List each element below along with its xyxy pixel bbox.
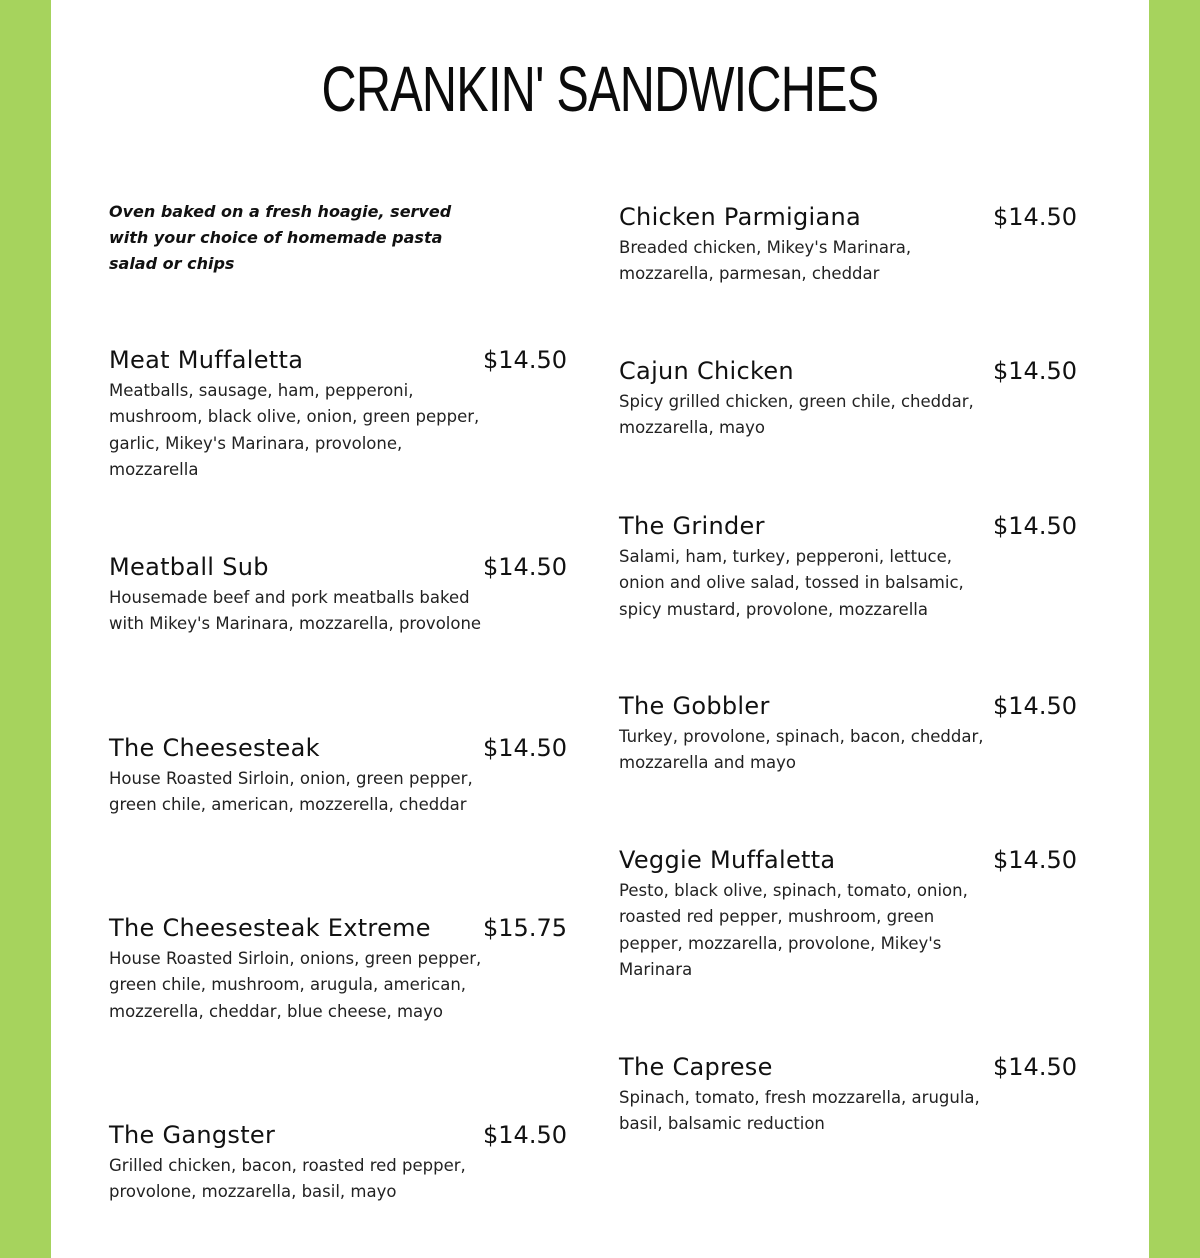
- item-description: House Roasted Sirloin, onion, green pepper, green chile, american, mozzerella, cheddar: [109, 769, 473, 815]
- menu-item-caprese: [619, 1050, 1079, 1138]
- menu-item-chicken-parmigiana: [619, 200, 1079, 288]
- item-price: $14.50: [483, 553, 567, 581]
- item-price: $14.50: [483, 346, 567, 374]
- item-description: Breaded chicken, Mikey's Marinara, mozzarella, parmesan, cheddar: [619, 238, 912, 284]
- menu-item-meat-muffaletta: [109, 343, 569, 483]
- item-price: $15.75: [483, 914, 567, 942]
- item-description: Pesto, black olive, spinach, tomato, onion, roasted red pepper, mushroom, green pepper, mozzarella, provolone, Mikey's Marinara: [619, 881, 968, 979]
- item-price: $14.50: [483, 1121, 567, 1149]
- item-name: Veggie Muffaletta: [619, 846, 836, 874]
- menu-item-cheesesteak: [109, 731, 569, 819]
- item-description: Housemade beef and pork meatballs baked with Mikey's Marinara, mozzarella, provolone: [109, 588, 482, 634]
- menu-item-gangster: [109, 1118, 569, 1206]
- menu-item-cajun-chicken: [619, 354, 1079, 442]
- item-price: $14.50: [993, 203, 1077, 231]
- item-price: $14.50: [993, 357, 1077, 385]
- item-price: $14.50: [993, 1053, 1077, 1081]
- menu-item-meatball-sub: [109, 550, 569, 638]
- item-description: Spinach, tomato, fresh mozzarella, arugula, basil, balsamic reduction: [619, 1088, 980, 1134]
- item-name: The Grinder: [619, 512, 765, 540]
- item-price: $14.50: [993, 692, 1077, 720]
- item-name: Meatball Sub: [109, 553, 269, 581]
- item-name: Cajun Chicken: [619, 357, 794, 385]
- menu-page: [51, 0, 1149, 1258]
- item-name: The Gobbler: [619, 692, 770, 720]
- item-price: $14.50: [993, 512, 1077, 540]
- menu-item-gobbler: [619, 689, 1079, 777]
- item-description: Spicy grilled chicken, green chile, cheddar, mozzarella, mayo: [619, 392, 974, 438]
- item-name: Chicken Parmigiana: [619, 203, 862, 231]
- item-description: House Roasted Sirloin, onions, green pepper, green chile, mushroom, arugula, american, mozzerella, cheddar, blue cheese, mayo: [109, 949, 482, 1021]
- item-price: $14.50: [483, 734, 567, 762]
- item-name: Meat Muffaletta: [109, 346, 304, 374]
- menu-intro: Oven baked on a fresh hoagie, served with your choice of homemade pasta salad or chips: [109, 202, 452, 273]
- item-description: Turkey, provolone, spinach, bacon, cheddar, mozzarella and mayo: [619, 727, 984, 773]
- menu-item-cheesesteak-extreme: [109, 911, 569, 1025]
- item-name: The Cheesesteak Extreme: [109, 914, 431, 942]
- item-name: The Caprese: [619, 1053, 773, 1081]
- item-name: The Gangster: [109, 1121, 276, 1149]
- item-description: Meatballs, sausage, ham, pepperoni, mushroom, black olive, onion, green pepper, garlic, Mikey's Marinara, provolone, mozzarella: [109, 381, 480, 479]
- menu-title: CRANKIN' SANDWICHES: [321, 53, 879, 125]
- item-description: Grilled chicken, bacon, roasted red pepper, provolone, mozzarella, basil, mayo: [109, 1156, 466, 1202]
- item-price: $14.50: [993, 846, 1077, 874]
- item-name: The Cheesesteak: [109, 734, 320, 762]
- menu-item-grinder: [619, 509, 1079, 623]
- item-description: Salami, ham, turkey, pepperoni, lettuce, onion and olive salad, tossed in balsamic, spicy mustard, provolone, mozzarella: [619, 547, 964, 619]
- menu-item-veggie-muffaletta: [619, 843, 1079, 983]
